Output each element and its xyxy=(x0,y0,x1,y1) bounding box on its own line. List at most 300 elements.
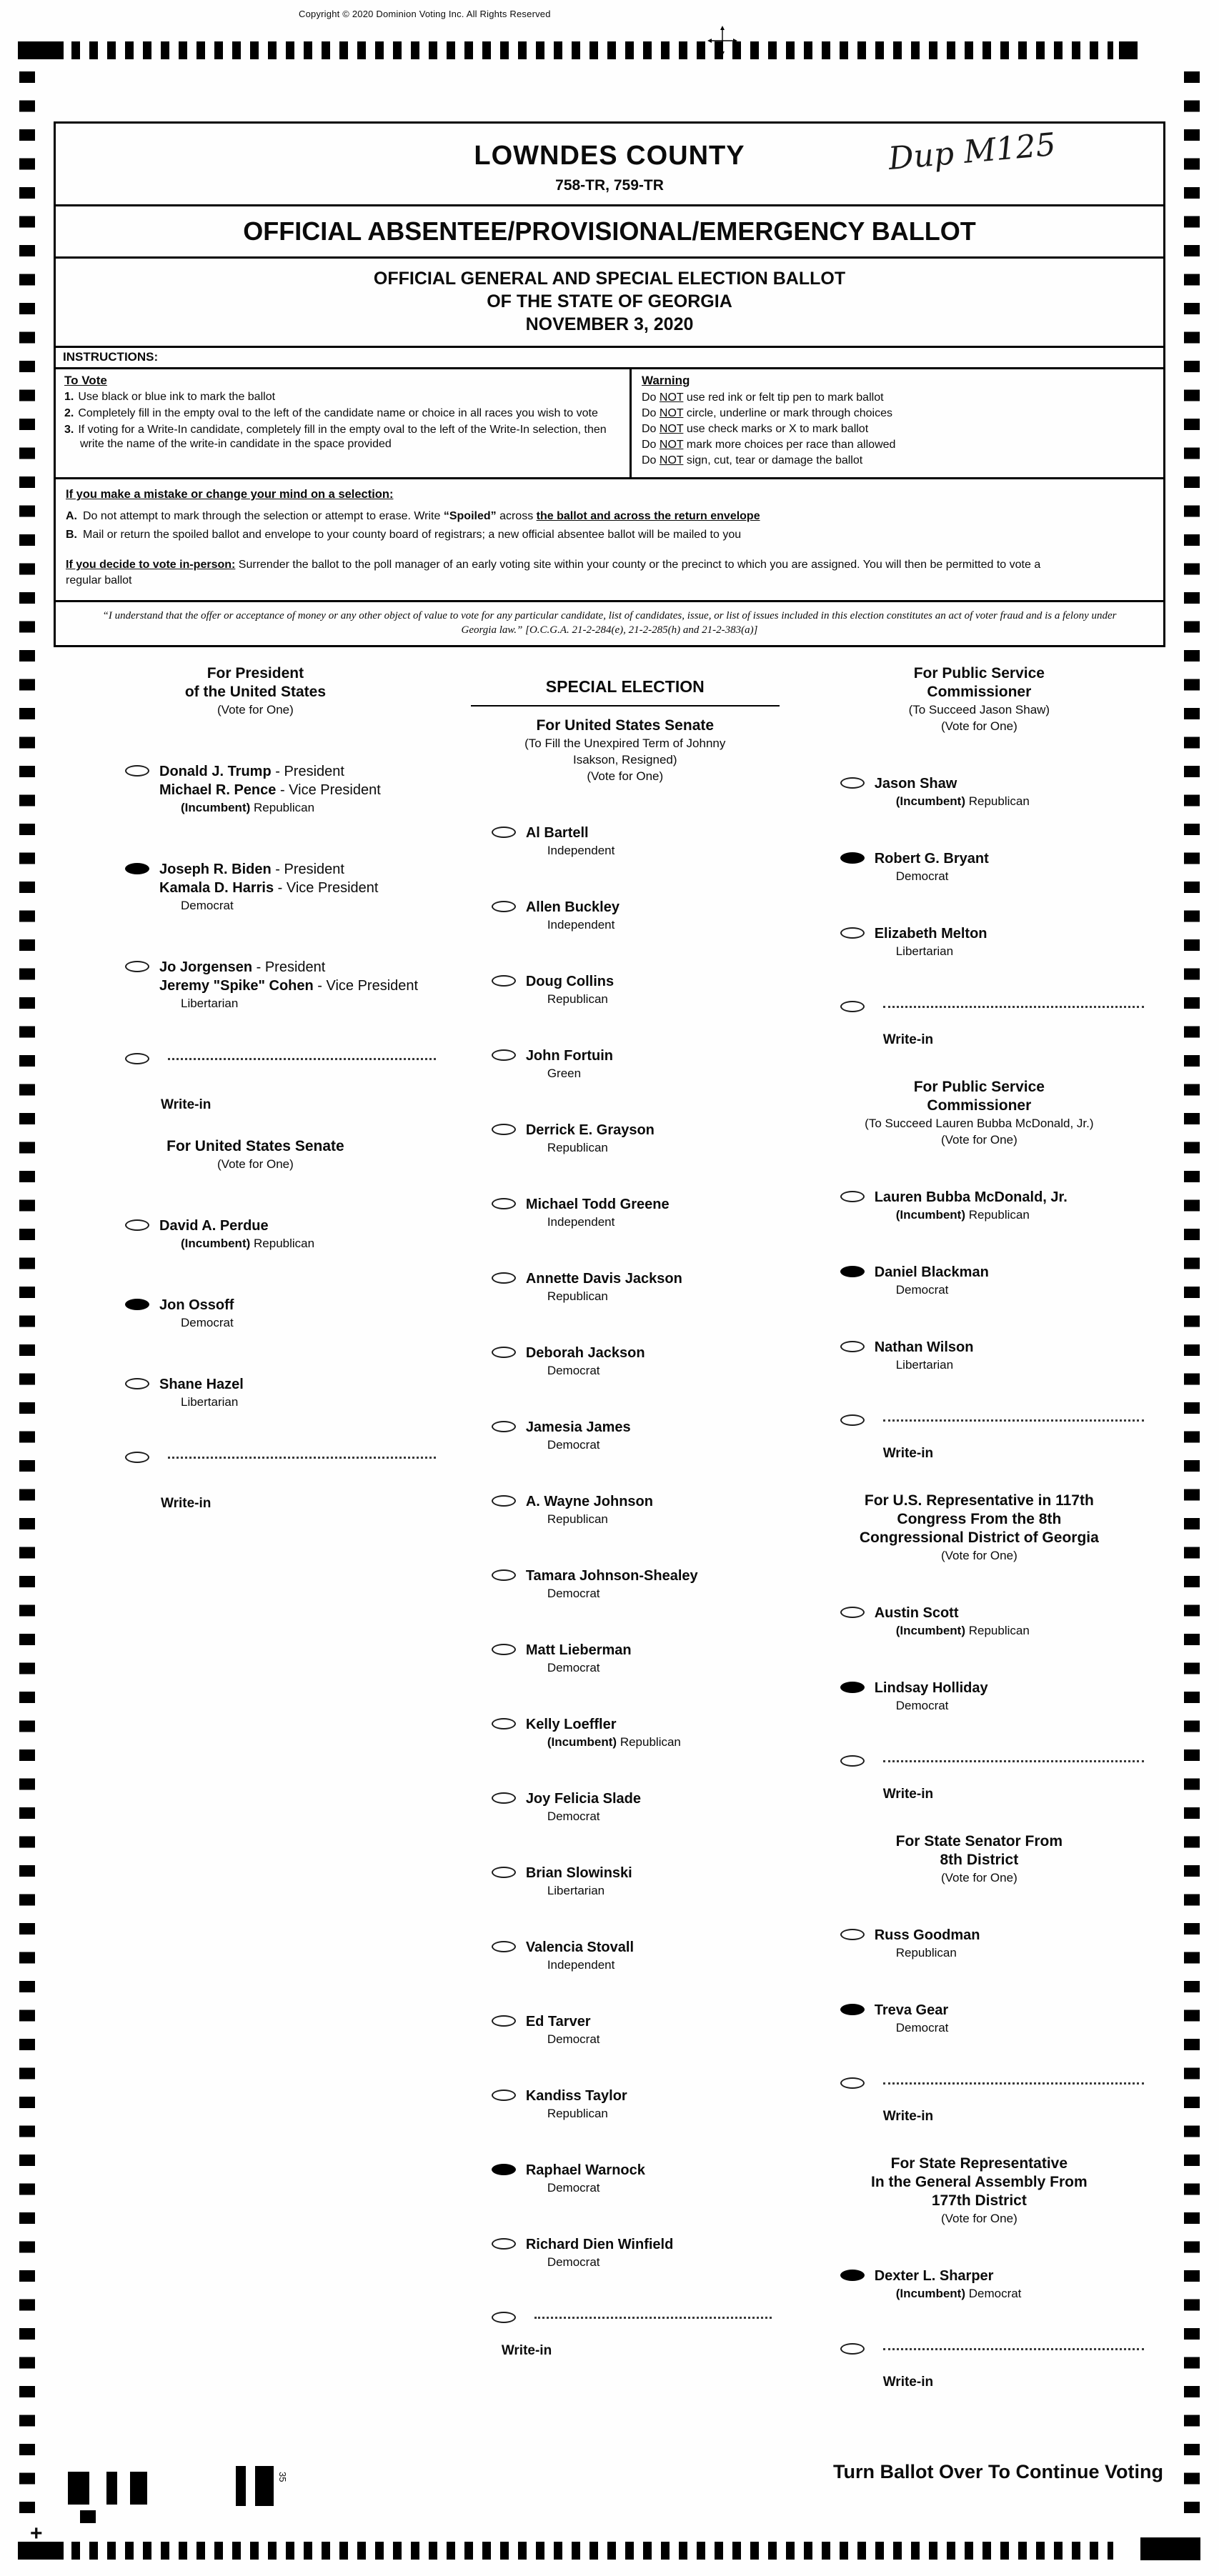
race-title: For State Senator From xyxy=(895,1833,1063,1849)
party-label: Democrat xyxy=(547,2255,600,2269)
race xyxy=(793,2155,1165,2390)
candidate-name-bold: Elizabeth Melton xyxy=(874,926,987,942)
party-label: Democrat xyxy=(547,1809,600,1823)
race-title: For Public Service xyxy=(913,665,1045,682)
empty-oval[interactable] xyxy=(125,961,149,972)
vote-for-label: (Vote for One) xyxy=(940,1871,1018,1884)
candidate-party xyxy=(875,1282,989,1298)
candidate-party xyxy=(526,1808,641,1824)
empty-oval[interactable] xyxy=(840,1341,865,1352)
party-label: Independent xyxy=(547,1958,615,1972)
candidate-name xyxy=(526,1715,681,1734)
candidate-name xyxy=(526,2012,600,2031)
filled-oval[interactable] xyxy=(840,2270,865,2281)
candidate-text xyxy=(526,2012,600,2047)
empty-oval[interactable] xyxy=(125,765,149,777)
candidate-text xyxy=(875,924,987,959)
write-in-row xyxy=(793,998,1165,1012)
party-label: Republican xyxy=(250,1237,315,1250)
write-in-oval[interactable] xyxy=(840,2343,865,2355)
empty-oval[interactable] xyxy=(492,1049,516,1061)
candidate-name xyxy=(526,2161,645,2180)
candidate-party xyxy=(159,1394,244,1410)
write-in-label: Write-in xyxy=(161,1097,212,1112)
empty-oval[interactable] xyxy=(840,1191,865,1202)
candidate-text xyxy=(159,1375,244,1410)
warning-rest: sign, cut, tear or damage the ballot xyxy=(683,454,863,466)
candidate-row xyxy=(793,2267,1165,2302)
empty-oval[interactable] xyxy=(492,1867,516,1878)
write-in-oval[interactable] xyxy=(125,1053,149,1064)
to-vote-title: To Vote xyxy=(64,374,107,387)
empty-oval[interactable] xyxy=(492,1792,516,1804)
write-in-row xyxy=(793,1412,1165,1426)
empty-oval[interactable] xyxy=(492,1272,516,1284)
race-title: Congress From the 8th xyxy=(897,1511,1062,1527)
incumbent-label: (Incumbent) xyxy=(895,2287,965,2300)
candidate-name xyxy=(875,1263,989,1282)
candidate-party xyxy=(875,1357,974,1373)
race-title: For President xyxy=(207,665,304,682)
warning-not: NOT xyxy=(659,391,684,404)
candidate-name-bold: Michael Todd Greene xyxy=(525,1197,670,1212)
candidate-name xyxy=(875,1926,980,1945)
candidate-party xyxy=(875,868,989,884)
empty-oval[interactable] xyxy=(492,1495,516,1507)
candidate-name xyxy=(526,972,614,991)
print-test-mark xyxy=(106,2472,117,2505)
candidate-row xyxy=(457,1715,793,1750)
candidate-party xyxy=(875,1207,1068,1223)
empty-oval[interactable] xyxy=(125,1378,149,1389)
empty-oval[interactable] xyxy=(492,1569,516,1581)
empty-oval[interactable] xyxy=(492,2238,516,2250)
race xyxy=(793,1078,1165,1462)
write-in-line[interactable] xyxy=(883,1760,1144,1762)
to-vote-items xyxy=(64,390,621,451)
candidate-text xyxy=(526,2087,627,2122)
timing-marks-right xyxy=(1184,71,1200,2516)
candidate-text xyxy=(526,898,620,933)
filled-oval[interactable] xyxy=(840,1266,865,1277)
election-date: NOVEMBER 3, 2020 xyxy=(525,314,694,334)
mistake-item-label: B. xyxy=(66,529,77,541)
filled-oval[interactable] xyxy=(840,1682,865,1693)
candidate-text xyxy=(159,762,381,816)
candidate-name-bold: Kelly Loeffler xyxy=(525,1717,617,1732)
write-in-label: Write-in xyxy=(882,1446,934,1461)
write-in-row xyxy=(457,2309,793,2323)
candidate-text xyxy=(875,849,989,884)
candidate-row xyxy=(793,1338,1165,1373)
write-in-line[interactable] xyxy=(168,1058,436,1060)
race-header xyxy=(793,1078,1165,1148)
instructions-label: INSTRUCTIONS: xyxy=(56,346,1163,367)
candidate-text xyxy=(526,972,614,1007)
party-label: Republican xyxy=(547,1289,608,1303)
candidate-name-bold: Allen Buckley xyxy=(525,899,620,915)
party-label: Republican xyxy=(895,1946,957,1960)
candidate-text xyxy=(526,1492,653,1527)
candidate-name xyxy=(875,2001,949,2020)
candidate-name-suffix: - Vice President xyxy=(313,978,419,994)
races-columns xyxy=(54,659,1165,2390)
race-title: of the United States xyxy=(184,684,326,700)
party-label: Democrat xyxy=(547,1587,600,1600)
candidate-name-suffix: - Vice President xyxy=(274,880,379,896)
race xyxy=(54,664,457,1113)
race-title: Commissioner xyxy=(927,684,1032,700)
warning-rest: circle, underline or mark through choices xyxy=(683,407,892,419)
write-in-label: Write-in xyxy=(882,2109,934,2124)
write-in-line[interactable] xyxy=(883,2348,1144,2350)
empty-oval[interactable] xyxy=(840,927,865,939)
party-label: Democrat xyxy=(965,2287,1022,2300)
candidate-party xyxy=(875,1945,980,1961)
filled-oval[interactable] xyxy=(492,2164,516,2175)
timing-mark-block xyxy=(1140,2537,1200,2560)
warning-item xyxy=(642,453,1153,469)
race-title: For United States Senate xyxy=(536,717,715,734)
print-test-mark xyxy=(236,2466,246,2506)
empty-oval[interactable] xyxy=(492,975,516,987)
warning-pre: Do xyxy=(642,439,660,451)
empty-oval[interactable] xyxy=(492,1198,516,1209)
candidate-name-bold: Jeremy "Spike" Cohen xyxy=(159,978,314,994)
candidate-row xyxy=(54,1375,457,1410)
candidate-text xyxy=(526,1121,655,1156)
text-segment: the ballot and across the return envelope xyxy=(536,510,760,522)
candidate-text xyxy=(875,1338,974,1373)
candidate-name-bold: Jamesia James xyxy=(525,1419,631,1435)
instructions-table xyxy=(56,367,1163,477)
vote-for-label: (Vote for One) xyxy=(940,2212,1018,2225)
print-test-mark xyxy=(80,2510,96,2523)
candidate-party xyxy=(875,2285,1022,2302)
candidate-row xyxy=(457,1195,793,1230)
party-label: Democrat xyxy=(895,869,949,883)
candidate-name-bold: Annette Davis Jackson xyxy=(525,1271,682,1287)
candidate-name-bold: Raphael Warnock xyxy=(525,2162,645,2178)
vote-for-label: (Vote for One) xyxy=(940,1133,1018,1147)
candidate-name-suffix: - President xyxy=(252,959,326,975)
candidate-row xyxy=(793,1926,1165,1961)
ballot-header-box xyxy=(54,121,1165,647)
candidate-name-bold: Derrick E. Grayson xyxy=(525,1122,655,1138)
candidate-name-suffix: - Vice President xyxy=(276,782,381,798)
candidate-name-bold: Valencia Stovall xyxy=(525,1940,635,1955)
party-label: Republican xyxy=(965,1208,1030,1222)
candidate-row xyxy=(54,958,457,1012)
candidate-row xyxy=(54,860,457,914)
candidate-name xyxy=(875,849,989,868)
warning-cell xyxy=(632,369,1163,477)
candidate-name xyxy=(526,898,620,917)
race-title: Congressional District of Georgia xyxy=(859,1529,1099,1546)
ballot-column-2 xyxy=(457,659,793,2390)
candidate-name xyxy=(526,1269,682,1288)
candidate-row xyxy=(457,1047,793,1082)
candidate-text xyxy=(526,1269,682,1304)
race xyxy=(793,1492,1165,1802)
party-label: Libertarian xyxy=(181,997,239,1010)
candidate-name-bold: Austin Scott xyxy=(874,1605,959,1621)
candidate-name-bold: Shane Hazel xyxy=(159,1377,244,1392)
candidate-text xyxy=(159,860,378,914)
empty-oval[interactable] xyxy=(492,1421,516,1432)
candidate-name xyxy=(526,1641,632,1659)
candidate-text xyxy=(526,1938,634,1973)
text-segment: Surrender the ballot to the poll manager of an early voting site within your county or the precinct to which you are assigned. You will then be permitted to vote a regular ballot xyxy=(66,559,1041,586)
candidate-party xyxy=(526,1065,613,1082)
candidate-name xyxy=(526,1938,634,1957)
candidate-row xyxy=(457,1418,793,1453)
candidate-name-bold: Donald J. Trump xyxy=(159,764,272,779)
mistake-item-b xyxy=(66,527,1153,543)
vote-for-label: (Vote for One) xyxy=(217,1157,294,1171)
incumbent-label: (Incumbent) xyxy=(181,801,251,814)
empty-oval[interactable] xyxy=(840,1929,865,1940)
vote-for-label: (Vote for One) xyxy=(940,719,1018,733)
candidate-text xyxy=(159,958,418,1012)
write-in-oval[interactable] xyxy=(840,1001,865,1012)
candidate-name xyxy=(526,1344,645,1362)
candidate-party xyxy=(875,1622,1030,1639)
write-in-row xyxy=(793,2340,1165,2355)
warning-not: NOT xyxy=(659,439,684,451)
mistake-title: If you make a mistake or change your mind on a selection: xyxy=(66,488,394,501)
race-header xyxy=(793,2155,1165,2227)
empty-oval[interactable] xyxy=(125,1219,149,1231)
race-title: 8th District xyxy=(940,1852,1019,1868)
party-label: Republican xyxy=(547,1512,608,1526)
timing-marks-top xyxy=(71,41,1113,59)
candidate-party xyxy=(526,1659,632,1676)
to-vote-item xyxy=(64,406,621,421)
party-label: Republican xyxy=(547,1141,608,1154)
candidate-name-bold: Nathan Wilson xyxy=(874,1339,974,1355)
candidate-party xyxy=(526,1437,631,1453)
vote-for-label: (Vote for One) xyxy=(217,703,294,717)
candidate-name-bold: Lauren Bubba McDonald, Jr. xyxy=(874,1189,1068,1205)
write-in-line[interactable] xyxy=(883,1419,1144,1422)
party-label: Republican xyxy=(547,2107,608,2120)
empty-oval[interactable] xyxy=(840,1607,865,1618)
party-label: Democrat xyxy=(895,1699,949,1712)
county-title: LOWNDES COUNTY xyxy=(474,141,745,171)
candidate-text xyxy=(526,2235,674,2270)
incumbent-label: (Incumbent) xyxy=(895,1624,965,1637)
candidate-text xyxy=(875,1926,980,1961)
candidate-name xyxy=(526,1418,631,1437)
candidate-party xyxy=(526,991,614,1007)
candidate-row xyxy=(457,1567,793,1602)
vote-for-label: (Vote for One) xyxy=(587,769,664,783)
race xyxy=(793,1832,1165,2125)
filled-oval[interactable] xyxy=(125,1299,149,1310)
candidate-name xyxy=(159,977,418,995)
empty-oval[interactable] xyxy=(840,777,865,789)
party-label: Democrat xyxy=(895,2021,949,2035)
candidate-party xyxy=(526,1957,634,1973)
write-in-label: Write-in xyxy=(882,1787,934,1802)
ballot-column-1 xyxy=(54,659,457,2390)
candidate-name xyxy=(875,1604,1030,1622)
candidate-text xyxy=(875,1679,988,1714)
candidate-row xyxy=(457,1492,793,1527)
party-label: Democrat xyxy=(547,2032,600,2046)
candidate-name-bold: John Fortuin xyxy=(525,1048,614,1064)
filled-oval[interactable] xyxy=(125,863,149,874)
party-label: Independent xyxy=(547,844,615,857)
candidate-row xyxy=(793,1263,1165,1298)
candidate-text xyxy=(875,2267,1022,2302)
party-label: Republican xyxy=(547,992,608,1006)
candidate-name xyxy=(875,1679,988,1697)
empty-oval[interactable] xyxy=(492,901,516,912)
election-title-section xyxy=(56,256,1163,346)
write-in-oval[interactable] xyxy=(840,1414,865,1426)
candidate-row xyxy=(457,2012,793,2047)
candidate-name-bold: Ed Tarver xyxy=(525,2014,591,2030)
empty-oval[interactable] xyxy=(492,1644,516,1655)
party-label: Democrat xyxy=(547,2181,600,2195)
write-in-line[interactable] xyxy=(883,1006,1144,1008)
race-title: For State Representative xyxy=(890,2155,1068,2172)
write-in-line[interactable] xyxy=(883,2082,1144,2085)
incumbent-label: (Incumbent) xyxy=(895,794,965,808)
write-in-line[interactable] xyxy=(168,1457,436,1459)
candidate-text xyxy=(875,1604,1030,1639)
empty-oval[interactable] xyxy=(492,2015,516,2027)
ballot-style-numbers: 758-TR, 759-TR xyxy=(555,177,664,194)
empty-oval[interactable] xyxy=(492,827,516,838)
candidate-name xyxy=(875,1338,974,1357)
election-state: OF THE STATE OF GEORGIA xyxy=(487,291,732,311)
candidate-name-bold: Tamara Johnson-Shealey xyxy=(525,1568,698,1584)
party-label: Democrat xyxy=(547,1438,600,1452)
warning-not: NOT xyxy=(659,423,684,435)
party-label: Libertarian xyxy=(895,1358,954,1372)
print-test-mark xyxy=(255,2466,274,2506)
party-label: Independent xyxy=(547,918,615,932)
item-number: 2. xyxy=(64,407,74,419)
write-in-row xyxy=(54,1449,457,1463)
candidate-party xyxy=(526,1585,698,1602)
write-in-oval[interactable] xyxy=(840,2077,865,2089)
candidate-text xyxy=(159,1296,234,1331)
in-person-instructions xyxy=(66,557,1052,589)
write-in-oval[interactable] xyxy=(840,1755,865,1767)
candidate-row xyxy=(457,1938,793,1973)
candidate-name-bold: Joy Felicia Slade xyxy=(525,1791,642,1807)
empty-oval[interactable] xyxy=(492,1347,516,1358)
to-vote-item xyxy=(64,423,621,451)
empty-oval[interactable] xyxy=(492,2090,516,2101)
candidate-row xyxy=(793,849,1165,884)
candidate-text xyxy=(159,1217,314,1252)
write-in-label: Write-in xyxy=(501,2343,552,2358)
text-segment: across xyxy=(496,510,537,522)
candidate-row xyxy=(793,2001,1165,2036)
candidate-party xyxy=(159,799,381,816)
ballot-type-title: OFFICIAL ABSENTEE/PROVISIONAL/EMERGENCY BALLOT xyxy=(56,204,1163,256)
candidate-name xyxy=(526,1492,653,1511)
candidate-name-bold: Richard Dien Winfield xyxy=(525,2237,674,2252)
candidate-party xyxy=(526,2105,627,2122)
race-header xyxy=(457,717,793,784)
print-test-mark xyxy=(68,2472,89,2505)
turn-ballot-over-label: Turn Ballot Over To Continue Voting xyxy=(833,2461,1163,2482)
candidate-row xyxy=(457,1121,793,1156)
candidate-name xyxy=(875,2267,1022,2285)
candidate-name xyxy=(526,1789,641,1808)
candidate-party xyxy=(159,897,378,914)
filled-oval[interactable] xyxy=(840,2004,865,2015)
warning-rest: mark more choices per race than allowed xyxy=(683,439,896,451)
party-label: Democrat xyxy=(181,1316,234,1329)
candidate-text xyxy=(526,1047,613,1082)
print-test-mark xyxy=(130,2472,147,2505)
candidate-row xyxy=(793,1604,1165,1639)
warning-items xyxy=(642,390,1153,469)
candidate-name-bold: Dexter L. Sharper xyxy=(874,2268,994,2284)
mistake-instructions xyxy=(56,477,1163,600)
to-vote-cell xyxy=(56,369,632,477)
candidate-text xyxy=(526,1715,681,1750)
empty-oval[interactable] xyxy=(492,1718,516,1729)
party-label: Republican xyxy=(250,801,315,814)
candidate-name-bold: Daniel Blackman xyxy=(874,1264,989,1280)
candidate-name xyxy=(526,824,615,842)
party-label: Libertarian xyxy=(181,1395,239,1409)
candidate-text xyxy=(526,1195,670,1230)
warning-not: NOT xyxy=(659,407,684,419)
write-in-oval[interactable] xyxy=(125,1452,149,1463)
empty-oval[interactable] xyxy=(492,1124,516,1135)
candidate-name xyxy=(159,1375,244,1394)
candidate-party xyxy=(159,1314,234,1331)
registration-plus-mark: + xyxy=(30,2522,43,2545)
candidate-party xyxy=(526,1139,655,1156)
item-number: 1. xyxy=(64,391,74,403)
candidate-text xyxy=(526,1789,641,1824)
candidate-party xyxy=(526,917,620,933)
candidate-name-bold: A. Wayne Johnson xyxy=(525,1494,653,1509)
write-in-row xyxy=(54,1050,457,1064)
race-header xyxy=(54,1137,457,1172)
candidate-party xyxy=(875,793,1030,809)
handwritten-note: Dup M125 xyxy=(887,126,1058,178)
write-in-oval[interactable] xyxy=(492,2312,516,2323)
race-header xyxy=(793,664,1165,734)
write-in-label: Write-in xyxy=(882,1032,934,1047)
item-number: 3. xyxy=(64,424,74,436)
warning-item xyxy=(642,406,1153,421)
candidate-name-bold: Jo Jorgensen xyxy=(159,959,253,975)
party-label: Libertarian xyxy=(547,1884,605,1897)
write-in-line[interactable] xyxy=(534,2317,772,2319)
party-label: Democrat xyxy=(547,1661,600,1674)
party-label: Democrat xyxy=(547,1364,600,1377)
text-segment: Mail or return the spoiled ballot and envelope to your county board of registrars; a new official absentee ballot will be mailed to you xyxy=(83,529,742,541)
filled-oval[interactable] xyxy=(840,852,865,864)
candidate-name xyxy=(159,1217,314,1235)
race xyxy=(457,717,793,2359)
candidate-name-bold: Brian Slowinski xyxy=(525,1865,632,1881)
candidate-row xyxy=(457,972,793,1007)
empty-oval[interactable] xyxy=(492,1941,516,1952)
